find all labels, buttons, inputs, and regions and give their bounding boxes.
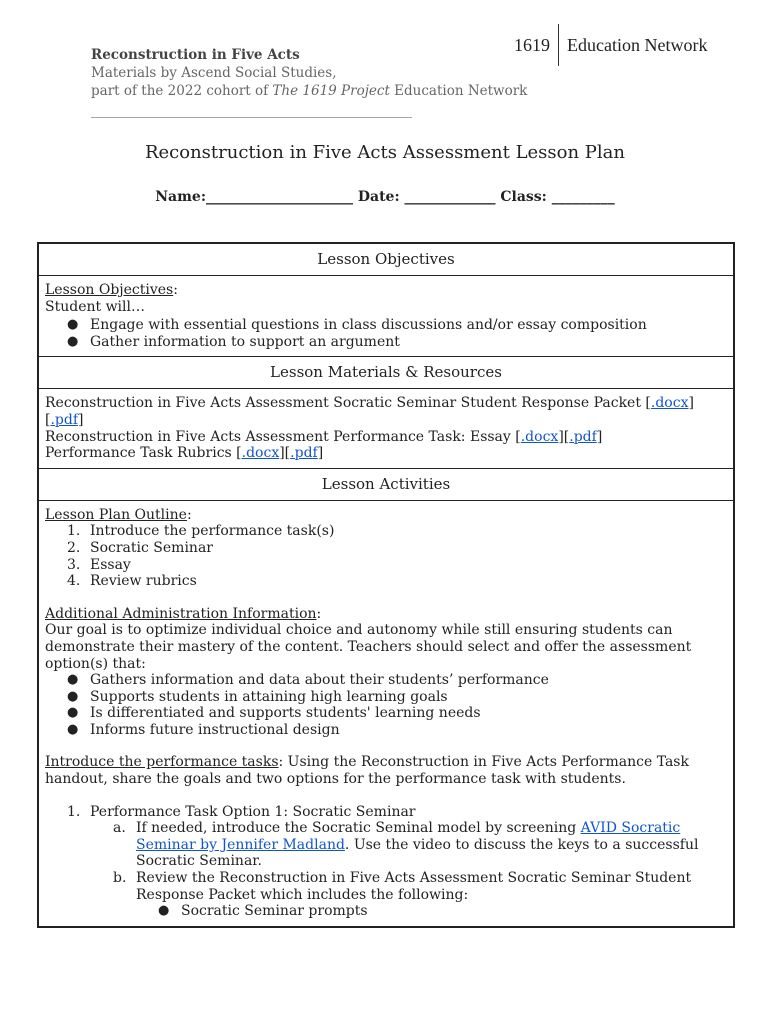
objectives-heading: Lesson Objectives: [39, 244, 733, 276]
admin-label: Additional Administration Information: [45, 605, 317, 622]
avid-video-link[interactable]: AVID Socratic Seminar by Jennifer Madland: [136, 820, 681, 853]
list-item: ● Supports students in attaining high learning goals: [45, 689, 727, 706]
list-item: ● Socratic Seminar prompts: [45, 903, 727, 920]
material-item: Performance Task Rubrics [.docx][.pdf]: [45, 445, 324, 462]
materials-body: [39, 389, 733, 468]
lesson-plan-table: [37, 242, 735, 928]
sub-item-b: b. Review the Reconstruction in Five Acts Assessment Socratic Seminar Student Response Packet which includes the following:: [113, 870, 692, 903]
list-item: ● Informs future instructional design: [45, 722, 727, 739]
sub-item-a: a. If needed, introduce the Socratic Seminal model by screening AVID Socratic Seminar by Jennifer Madland. Use the video to discuss the keys to a successful Socratic Seminar.: [113, 820, 699, 870]
docx-link[interactable]: .docx: [520, 428, 559, 445]
material-item: Reconstruction in Five Acts Assessment Performance Task: Essay [.docx][.pdf]: [45, 428, 603, 445]
list-item: 1. Introduce the performance task(s): [67, 523, 335, 540]
list-item: ● Gather information to support an argument: [45, 334, 727, 351]
activities-body: Lesson Plan Outline: 1. Introduce the performance task(s) 2. Socratic Seminar 3. Essay 4. Review rubrics Additional Administration Information: Our goal is to optimize individual choice and autonomy while still ensuring students can demonstrate their mastery of the content. Teachers should select and offer the assessment option(s) that: ● Gathers information and data about their students’ performance ● Supports students in attaining high learning goals ● Is differentiated and supports students' learning needs ● Informs future instructional design Introduce the performance tasks: Using the Reconstruction in Five Acts Performance Task handout, share the goals and two options for the performance task with students. 1. Performance Task Option 1: Socratic Seminar a. If needed, introduce the Socratic Seminal model by screening AVID Socratic Seminar by Jennifer Madland. Use the video to discuss the keys to a successful Socratic Seminar. b. Review the Reconstruction in Five Acts Assessment Socratic Seminar Student Response Packet which includes the following: ● Socratic Seminar prompts: [39, 501, 733, 926]
student-info-fields: Name:_____________________ Date: _____________ Class: _________: [155, 189, 615, 205]
pdf-link[interactable]: .pdf: [50, 411, 79, 428]
material-item: Reconstruction in Five Acts Assessment Socratic Seminar Student Response Packet [.docx][.pdf]: [45, 395, 694, 428]
objectives-body: Lesson Objectives: Student will… ● Engage with essential questions in class discussions and/or essay composition ● Gather information to support an argument: [39, 276, 733, 357]
pdf-link[interactable]: .pdf: [290, 445, 318, 462]
intro-paragraph: Introduce the performance tasks: Using the Reconstruction in Five Acts Performance Task handout, share the goals and two options for the performance task with students.: [45, 754, 689, 788]
option-item: 1. Performance Task Option 1: Socratic Seminar: [67, 803, 416, 820]
list-item: 3. Essay: [67, 556, 131, 573]
list-item: ● Gathers information and data about their students’ performance: [45, 672, 727, 689]
header-title: Reconstruction in Five Acts: [91, 47, 300, 63]
header-credit-line: Materials by Ascend Social Studies,: [91, 65, 337, 81]
docx-link[interactable]: .docx: [241, 445, 280, 462]
list-item: ● Is differentiated and supports students' learning needs: [45, 705, 727, 722]
outline-label: Lesson Plan Outline: [45, 506, 187, 523]
docx-link[interactable]: .docx: [650, 395, 689, 412]
document-header: [91, 46, 527, 120]
intro-label: Introduce the performance tasks: [45, 754, 279, 771]
materials-heading: Lesson Materials & Resources: [39, 357, 733, 389]
objectives-label: Lesson Objectives: [45, 282, 174, 298]
logo-text: Education Network: [567, 35, 708, 55]
objectives-intro: Student will…: [45, 298, 145, 315]
page-title: Reconstruction in Five Acts Assessment Lesson Plan: [144, 142, 626, 163]
list-item: 2. Socratic Seminar: [67, 539, 213, 556]
list-item: ● Engage with essential questions in class discussions and/or essay composition: [45, 317, 727, 334]
admin-text: Our goal is to optimize individual choice and autonomy while still ensuring students can demonstrate their mastery of the content. Teachers should select and offer the assessment option(s) that:: [45, 622, 692, 672]
header-rule: ________________________________________________________________: [91, 104, 411, 118]
list-item: 4. Review rubrics: [67, 573, 197, 590]
logo-number: 1619: [514, 35, 550, 55]
activities-heading: Lesson Activities: [39, 469, 733, 501]
pdf-link[interactable]: .pdf: [569, 428, 597, 445]
header-cohort-line: part of the 2022 cohort of The 1619 Project Education Network: [91, 83, 528, 99]
education-network-logo: [514, 24, 707, 66]
